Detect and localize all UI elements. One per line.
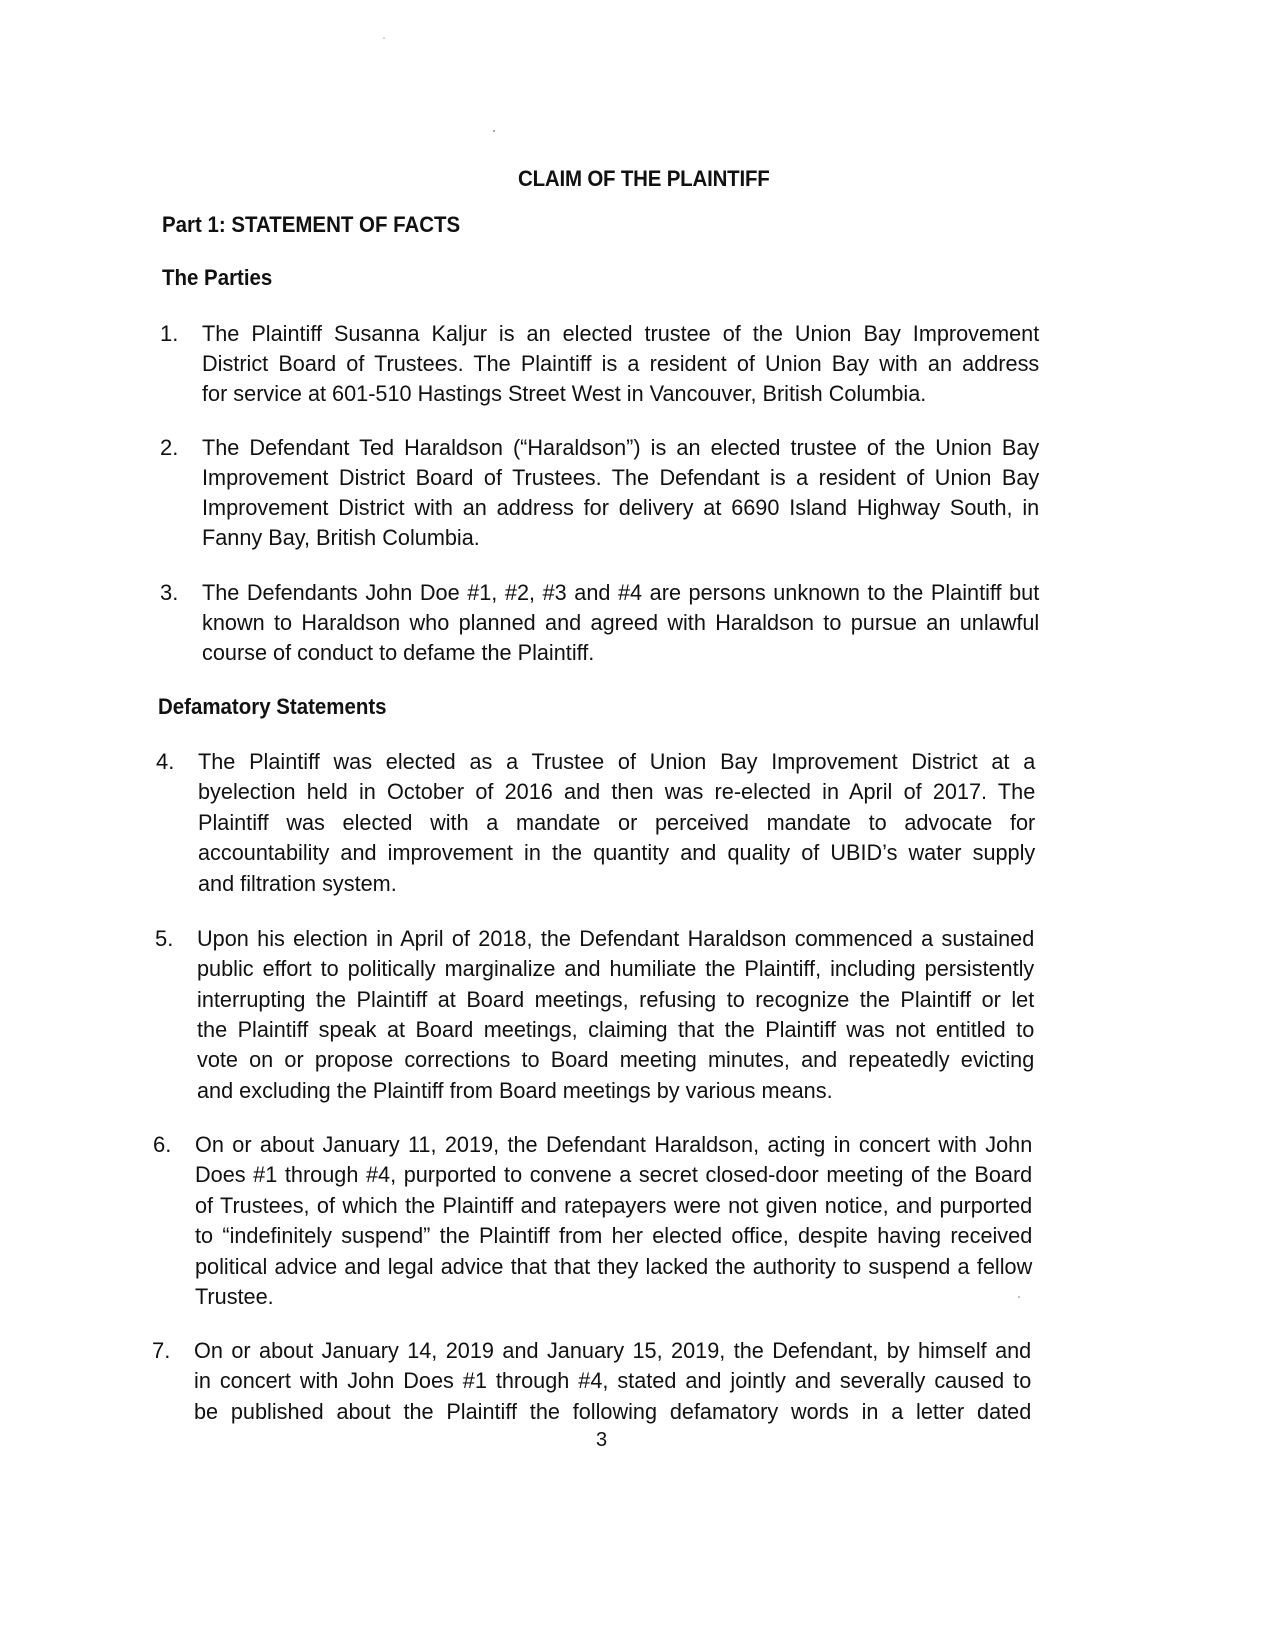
paragraph-line: to “indefinitely suspend” the Plaintiff from her elected office, despite having received bbox=[195, 1223, 1033, 1248]
paragraph-line: District Board of Trustees. The Plaintiff is a resident of Union Bay with an address bbox=[202, 351, 1040, 376]
section-heading-defamatory-statements: Defamatory Statements bbox=[158, 694, 387, 719]
paragraph-line: The Defendant Ted Haraldson (“Haraldson”) is an elected trustee of the Union Bay bbox=[202, 435, 1040, 460]
paragraph-number: 1. bbox=[160, 321, 179, 346]
paragraph-line: The Defendants John Doe #1, #2, #3 and #4 are persons unknown to the Plaintiff but bbox=[202, 580, 1040, 605]
scan-speck bbox=[1018, 1296, 1020, 1298]
paragraph-line: On or about January 14, 2019 and January 15, 2019, the Defendant, by himself and bbox=[194, 1338, 1032, 1363]
paragraph-number: 6. bbox=[153, 1132, 172, 1157]
paragraph-line: Does #1 through #4, purported to convene a secret closed-door meeting of the Board bbox=[195, 1162, 1033, 1187]
paragraph-number: 5. bbox=[155, 926, 174, 951]
paragraph-number: 7. bbox=[152, 1338, 171, 1363]
scan-speck bbox=[493, 130, 495, 132]
paragraph-number: 3. bbox=[160, 580, 179, 605]
page-number: 3 bbox=[595, 1429, 608, 1451]
paragraph-line: political advice and legal advice that that they lacked the authority to suspend a fellow bbox=[195, 1254, 1033, 1279]
paragraph-line: of Trustees, of which the Plaintiff and ratepayers were not given notice, and purported bbox=[195, 1193, 1033, 1218]
paragraph-line: Upon his election in April of 2018, the Defendant Haraldson commenced a sustained bbox=[197, 926, 1035, 951]
paragraph-line: in concert with John Does #1 through #4, stated and jointly and severally caused to bbox=[194, 1368, 1032, 1393]
paragraph-line: be published about the Plaintiff the following defamatory words in a letter dated bbox=[194, 1399, 1032, 1424]
paragraph-line: Fanny Bay, British Columbia. bbox=[202, 525, 480, 550]
paragraph-line: and excluding the Plaintiff from Board meetings by various means. bbox=[197, 1078, 833, 1103]
paragraph-line: course of conduct to defame the Plaintiff. bbox=[202, 640, 595, 665]
document-title: CLAIM OF THE PLAINTIFF bbox=[517, 166, 770, 191]
paragraph-line: The Plaintiff Susanna Kaljur is an elected trustee of the Union Bay Improvement bbox=[202, 321, 1040, 346]
paragraph-line: On or about January 11, 2019, the Defendant Haraldson, acting in concert with John bbox=[195, 1132, 1033, 1157]
paragraph-line: public effort to politically marginalize and humiliate the Plaintiff, including persistently bbox=[197, 956, 1035, 981]
part-heading: Part 1: STATEMENT OF FACTS bbox=[162, 212, 461, 237]
paragraph-line: Improvement District with an address for delivery at 6690 Island Highway South, in bbox=[202, 495, 1040, 520]
paragraph-line: byelection held in October of 2016 and then was re-elected in April of 2017. The bbox=[198, 779, 1036, 804]
paragraph-line: and filtration system. bbox=[198, 871, 397, 896]
section-heading-parties: The Parties bbox=[162, 265, 273, 290]
paragraph-line: known to Haraldson who planned and agreed with Haraldson to pursue an unlawful bbox=[202, 610, 1040, 635]
paragraph-line: Improvement District Board of Trustees. The Defendant is a resident of Union Bay bbox=[202, 465, 1040, 490]
paragraph-line: for service at 601-510 Hastings Street West in Vancouver, British Columbia. bbox=[202, 381, 927, 406]
scan-speck bbox=[383, 37, 385, 39]
paragraph-line: The Plaintiff was elected as a Trustee of Union Bay Improvement District at a bbox=[198, 749, 1036, 774]
paragraph-number: 2. bbox=[160, 435, 179, 460]
paragraph-line: vote on or propose corrections to Board meeting minutes, and repeatedly evicting bbox=[197, 1047, 1035, 1072]
paragraph-number: 4. bbox=[156, 749, 175, 774]
paragraph-line: accountability and improvement in the quantity and quality of UBID’s water supply bbox=[198, 840, 1036, 865]
paragraph-line: Plaintiff was elected with a mandate or perceived mandate to advocate for bbox=[198, 810, 1036, 835]
paragraph-line: Trustee. bbox=[195, 1284, 274, 1309]
paragraph-line: the Plaintiff speak at Board meetings, claiming that the Plaintiff was not entitled to bbox=[197, 1017, 1035, 1042]
paragraph-line: interrupting the Plaintiff at Board meetings, refusing to recognize the Plaintiff or let bbox=[197, 987, 1035, 1012]
